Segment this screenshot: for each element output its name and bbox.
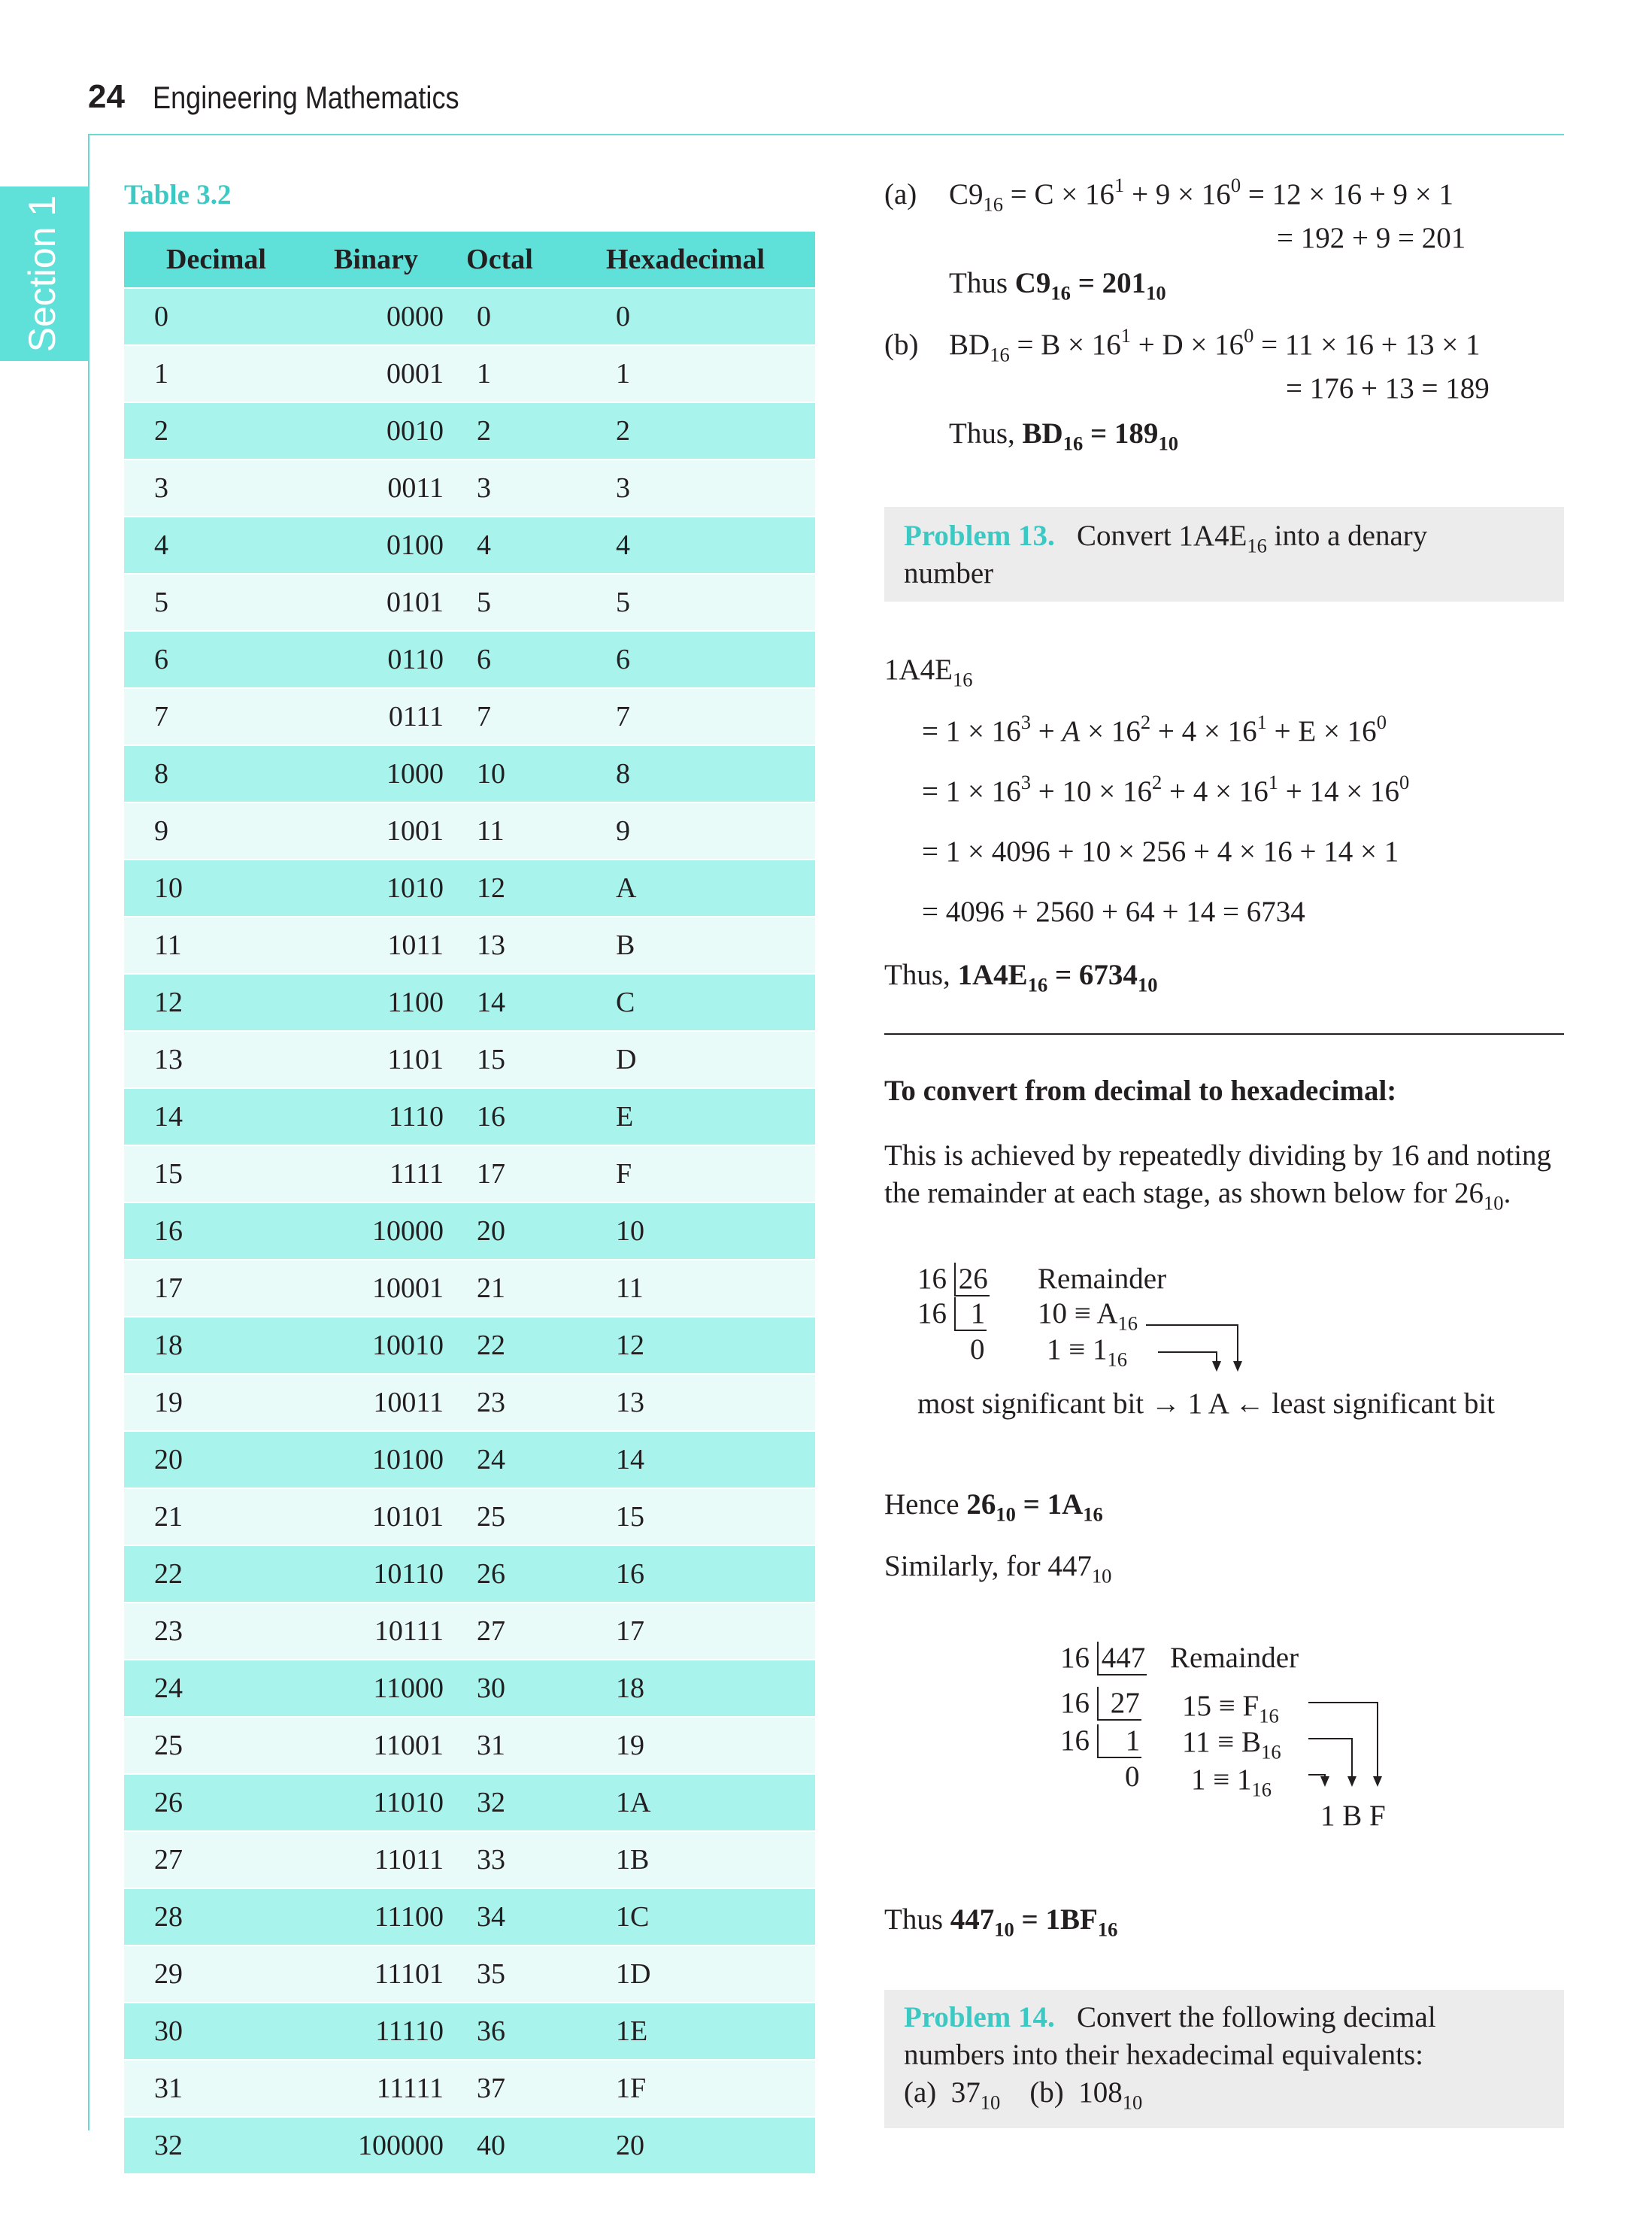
table-cell: 10100 — [372, 1444, 444, 1475]
table-cell: 13 — [154, 1044, 183, 1075]
table-cell: 17 — [154, 1272, 183, 1304]
msb-lsb-line: most significant bit → 1 A ← least significant bit — [917, 1387, 1496, 1420]
table-cell: 40 — [477, 2130, 505, 2161]
division-26-row3: 0 — [970, 1333, 985, 1366]
table-row — [124, 917, 815, 974]
table-row — [124, 2060, 815, 2117]
table-cell: 11100 — [374, 1901, 444, 1933]
example-a-label: (a) — [884, 178, 917, 211]
table-row — [124, 974, 815, 1031]
table-row — [124, 1660, 815, 1717]
table-cell: 27 — [154, 1844, 183, 1876]
table-cell: 28 — [154, 1901, 183, 1933]
table-cell: 1E — [616, 2015, 648, 2047]
table-row — [124, 631, 815, 688]
table-cell: 1110 — [388, 1101, 444, 1133]
table-row — [124, 1774, 815, 1831]
table-cell: 14 — [154, 1101, 183, 1133]
table-cell: 5 — [616, 587, 630, 618]
page-number: 24 — [88, 78, 125, 115]
table-row — [124, 745, 815, 802]
table-cell: 3 — [616, 472, 630, 504]
table-cell: 11101 — [374, 1958, 444, 1990]
table-row — [124, 1088, 815, 1145]
table-cell: 3 — [477, 472, 491, 504]
table-cell: 10010 — [372, 1330, 444, 1361]
table-cell: 10011 — [373, 1387, 444, 1418]
example-a-line1: $C9_{16} = C \times 16^1 + 9 \times 16^0 = 12 \times 16 + 9 \times 1$ — [949, 174, 1454, 216]
table-cell: 0 — [477, 301, 491, 332]
table-row — [124, 517, 815, 574]
table-cell: 0000 — [386, 301, 444, 332]
table-cell: 21 — [154, 1501, 183, 1533]
table-cell: 0 — [154, 301, 168, 332]
table-cell: 20 — [616, 2130, 644, 2161]
table-row — [124, 402, 815, 459]
table-row — [124, 1945, 815, 2003]
table-cell: 10110 — [373, 1558, 444, 1590]
table-cell: 16 — [154, 1215, 183, 1247]
table-cell: 8 — [154, 758, 168, 790]
working-1a4e-line1: = $1 \times 16^3 + A \times 16^2 + 4 \times 16^1 + E \times 16^0$ — [922, 711, 1387, 748]
column-header: Hexadecimal — [556, 232, 815, 288]
table-cell: 6 — [477, 644, 491, 675]
division-447-row4: 0 — [1125, 1760, 1140, 1793]
column-header: Octal — [444, 232, 556, 288]
remainder-label-26: Remainder — [1038, 1263, 1167, 1295]
table-cell: 37 — [477, 2073, 505, 2104]
table-cell: 1001 — [386, 815, 444, 847]
table-cell: 20 — [477, 1215, 505, 1247]
table-cell: 18 — [616, 1672, 644, 1704]
problem-13-title: Problem 13. — [904, 520, 1055, 552]
table-cell: 3 — [154, 472, 168, 504]
table-cell: 0011 — [387, 472, 444, 504]
remainder-447-row2: $11 \equiv B_{16}$ — [1182, 1726, 1281, 1763]
table-caption: Table 3.2 — [124, 180, 232, 211]
table-cell: 2 — [154, 415, 168, 447]
table-cell: 22 — [154, 1558, 183, 1590]
table-cell: 24 — [477, 1444, 505, 1475]
table-row — [124, 1888, 815, 1945]
table-row — [124, 1717, 815, 1774]
working-1a4e-line4: = 4096 + 2560 + 64 + 14 = 6734 — [922, 896, 1305, 928]
table-cell: A — [616, 872, 637, 904]
table-cell: 23 — [477, 1387, 505, 1418]
table-cell: 15 — [616, 1501, 644, 1533]
table-cell: 1D — [616, 1958, 651, 1990]
table-cell: 25 — [477, 1501, 505, 1533]
table-cell: 11011 — [374, 1844, 444, 1876]
table-cell: 1B — [616, 1844, 650, 1876]
table-row — [124, 1831, 815, 1888]
column-header: Decimal — [124, 232, 308, 288]
division-447-row2: 16 27 — [1060, 1687, 1140, 1719]
table-cell: C — [616, 987, 635, 1018]
table-cell: 10000 — [372, 1215, 444, 1247]
table-cell: 17 — [616, 1615, 644, 1647]
table-cell: 10 — [616, 1215, 644, 1247]
table-cell: 13 — [616, 1387, 644, 1418]
table-cell: 1 — [477, 358, 491, 390]
problem-13-text: Problem 13. Convert $1A4E_{16}$ into a denary number — [904, 520, 1428, 590]
table-cell: 7 — [154, 701, 168, 732]
table-row — [124, 574, 815, 631]
table-cell: 11110 — [375, 2015, 444, 2047]
table-cell: 1011 — [387, 929, 444, 961]
table-cell: 11001 — [373, 1730, 444, 1761]
table-cell: E — [616, 1101, 634, 1133]
table-cell: 11000 — [373, 1672, 444, 1704]
table-cell: 19 — [616, 1730, 644, 1761]
table-cell: 10001 — [372, 1272, 444, 1304]
table-cell: 14 — [616, 1444, 644, 1475]
table-cell: 10 — [477, 758, 505, 790]
table-cell: 19 — [154, 1387, 183, 1418]
table-cell: 0100 — [386, 529, 444, 561]
table-cell: 0110 — [387, 644, 444, 675]
table-cell: 5 — [477, 587, 491, 618]
table-cell: 6 — [154, 644, 168, 675]
table-header-row — [124, 232, 815, 288]
table-cell: 14 — [477, 987, 505, 1018]
table-cell: 16 — [616, 1558, 644, 1590]
table-cell: D — [616, 1044, 637, 1075]
table-cell: 0 — [616, 301, 630, 332]
division-26-row1: 16 26 — [917, 1263, 988, 1295]
table-cell: 4 — [616, 529, 630, 561]
table-body — [124, 288, 815, 2173]
book-title: Engineering Mathematics — [153, 80, 459, 115]
table-row — [124, 1317, 815, 1374]
table-cell: 10101 — [372, 1501, 444, 1533]
table-row — [124, 1145, 815, 1202]
table-cell: 11010 — [373, 1787, 444, 1818]
problem-13-box — [884, 507, 1564, 602]
table-cell: 33 — [477, 1844, 505, 1876]
remainder-label-447: Remainder — [1170, 1642, 1299, 1674]
table-cell: 29 — [154, 1958, 183, 1990]
table-cell: 16 — [477, 1101, 505, 1133]
table-cell: 1 — [616, 358, 630, 390]
table-row — [124, 288, 815, 345]
table-cell: 1111 — [390, 1158, 444, 1190]
table-cell: 30 — [154, 2015, 183, 2047]
section-divider — [884, 1033, 1564, 1035]
table-cell: 8 — [616, 758, 630, 790]
table-cell: 12 — [616, 1330, 644, 1361]
division-26-row2: 16 1 — [917, 1297, 986, 1330]
table-cell: 11111 — [376, 2073, 444, 2104]
table-cell: 4 — [477, 529, 491, 561]
example-b-line1: $BD_{16} = B \times 16^1 + D \times 16^0 = 11 \times 16 + 13 \times 1$ — [949, 324, 1481, 366]
table-cell: 2 — [477, 415, 491, 447]
table-cell: B — [616, 929, 635, 961]
table-cell: 1000 — [386, 758, 444, 790]
table-cell: 17 — [477, 1158, 505, 1190]
table-cell: 31 — [154, 2073, 183, 2104]
table-cell: 20 — [154, 1444, 183, 1475]
table-cell: 2 — [616, 415, 630, 447]
section-tab-label: Section 1 — [21, 195, 63, 353]
table-cell: 15 — [154, 1158, 183, 1190]
table-cell: 12 — [154, 987, 183, 1018]
table-cell: 32 — [477, 1787, 505, 1818]
table-cell: 36 — [477, 2015, 505, 2047]
table-row — [124, 860, 815, 917]
table-cell: 18 — [154, 1330, 183, 1361]
table-cell: 13 — [477, 929, 505, 961]
column-header: Binary — [308, 232, 444, 288]
problem-14-title: Problem 14. — [904, 2001, 1055, 2033]
example-b-line2: = 176 + 13 = 189 — [1286, 372, 1490, 405]
hence-26: Hence $26_{10} = 1A_{16}$ — [884, 1488, 1103, 1526]
remainder-26-row1: $10 \equiv A_{16}$ — [1038, 1297, 1138, 1335]
table-row — [124, 1488, 815, 1545]
table-cell: 10 — [154, 872, 183, 904]
section-rule — [88, 134, 89, 2130]
remainder-447-row3: $1 \equiv 1_{16}$ — [1191, 1763, 1272, 1801]
table-cell: 9 — [154, 815, 168, 847]
table-cell: 26 — [477, 1558, 505, 1590]
table-cell: 21 — [477, 1272, 505, 1304]
table-row — [124, 1431, 815, 1488]
table-cell: 0111 — [388, 701, 444, 732]
table-cell: 6 — [616, 644, 630, 675]
arrows-447-diagram — [1278, 1692, 1384, 1805]
table-cell: 1C — [616, 1901, 650, 1933]
table-cell: 24 — [154, 1672, 183, 1704]
table-cell: 5 — [154, 587, 168, 618]
table-row — [124, 459, 815, 517]
working-1a4e-line3: = 1 × 4096 + 10 × 256 + 4 × 16 + 14 × 1 — [922, 835, 1399, 868]
table-cell: 31 — [477, 1730, 505, 1761]
table-cell: 11 — [154, 929, 182, 961]
similarly-447: Similarly, for $447_{10}$ — [884, 1550, 1112, 1588]
table-cell: 35 — [477, 1958, 505, 1990]
table-row — [124, 1374, 815, 1431]
table-row — [124, 1031, 815, 1088]
table-cell: 25 — [154, 1730, 183, 1761]
example-b-result: Thus, $BD_{16} = 189_{10}$ — [949, 417, 1178, 455]
table-cell: 11 — [616, 1272, 644, 1304]
table-row — [124, 1603, 815, 1660]
table-cell: 7 — [616, 701, 630, 732]
example-a-line2: = 192 + 9 = 201 — [1277, 222, 1466, 254]
table-cell: 15 — [477, 1044, 505, 1075]
table-cell: 30 — [477, 1672, 505, 1704]
remainder-447-row1: $15 \equiv F_{16}$ — [1182, 1690, 1279, 1727]
remainder-26-row2: $1 \equiv 1_{16}$ — [1047, 1333, 1128, 1371]
table-row — [124, 1260, 815, 1317]
table-cell: 1100 — [387, 987, 444, 1018]
working-1a4e-line2: = $1 \times 16^3 + 10 \times 16^2 + 4 \times 16^1 + 14 \times 16^0$ — [922, 771, 1410, 808]
table-cell: 1F — [616, 2073, 647, 2104]
dec-to-hex-paragraph: This is achieved by repeatedly dividing by 16 and noting the remainder at each stage, as shown below for $26_{10}$. — [884, 1139, 1552, 1215]
dec-to-hex-heading: To convert from decimal to hexadecimal: — [884, 1075, 1397, 1107]
table-cell: 7 — [477, 701, 491, 732]
arrows-26-diagram — [1143, 1309, 1248, 1384]
table-cell: 12 — [477, 872, 505, 904]
table-cell: 1010 — [386, 872, 444, 904]
table-cell: 23 — [154, 1615, 183, 1647]
table-cell: F — [616, 1158, 632, 1190]
table-row — [124, 2117, 815, 2173]
table-cell: 22 — [477, 1330, 505, 1361]
result-447-digits: 1 B F — [1320, 1800, 1386, 1832]
working-1a4e-result: Thus, $1A4E_{16} = 6734_{10}$ — [884, 959, 1158, 996]
example-a-result: Thus $C9_{16} = 201_{10}$ — [949, 267, 1166, 305]
table-cell: 1101 — [387, 1044, 444, 1075]
table-row — [124, 688, 815, 745]
table-row — [124, 802, 815, 860]
table-cell: 1A — [616, 1787, 651, 1818]
table-cell: 0010 — [386, 415, 444, 447]
table-row — [124, 1202, 815, 1260]
thus-447: Thus $447_{10} = 1BF_{16}$ — [884, 1903, 1118, 1941]
problem-14-parts: (a) $37_{10}$ (b) $108_{10}$ — [904, 2076, 1143, 2114]
table-cell: 0001 — [386, 358, 444, 390]
problem-14-text: Problem 14. Convert the following decimal numbers into their hexadecimal equivalents: (a) $37_{10}$ (b) $108_{10}$ — [904, 2001, 1436, 2114]
table-cell: 10111 — [374, 1615, 444, 1647]
table-cell: 32 — [154, 2130, 183, 2161]
header-rule — [88, 134, 1564, 135]
section-tab — [0, 186, 88, 361]
division-447-row3: 16 1 — [1060, 1724, 1141, 1757]
table-cell: 4 — [154, 529, 168, 561]
table-cell: 1 — [154, 358, 168, 390]
table-row — [124, 2003, 815, 2060]
example-b-label: (b) — [884, 329, 919, 361]
table-cell: 27 — [477, 1615, 505, 1647]
table-cell: 26 — [154, 1787, 183, 1818]
table-row — [124, 345, 815, 402]
table-row — [124, 1545, 815, 1603]
division-447-row1: 16 447 — [1060, 1642, 1146, 1674]
problem-14-box — [884, 1990, 1564, 2128]
conversion-table — [124, 232, 815, 2173]
table-cell: 100000 — [358, 2130, 444, 2161]
table-cell: 9 — [616, 815, 630, 847]
working-1a4e-head: $1A4E_{16}$ — [884, 654, 973, 691]
table-cell: 34 — [477, 1901, 505, 1933]
table-cell: 0101 — [386, 587, 444, 618]
table-cell: 11 — [477, 815, 505, 847]
